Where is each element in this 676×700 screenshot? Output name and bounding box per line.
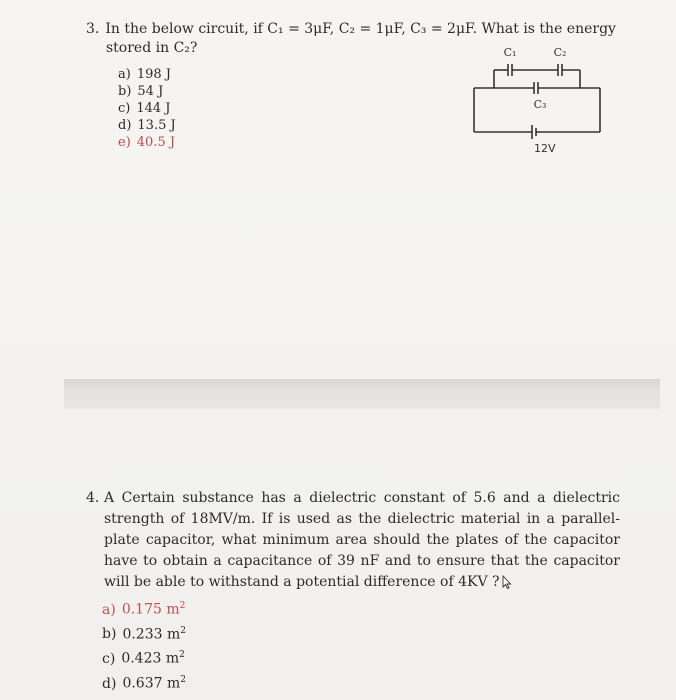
q4-number: 4. [86,490,100,506]
q4-stem: A Certain substance has a dielectric constant of 5.6 and a dielectric strength of 18MV/m. If is used as the dielectric material in a parallel-plate capacitor, what minimum area should the plates of the capacitor have to obtain a capacitance of 39 nF and to ensure that the capacitor will be able to withstand a potential difference of 4KV ? [104,490,620,590]
q3-option-a[interactable] [118,66,176,83]
q3-option-e[interactable] [118,134,176,151]
option-label: d) [102,675,117,692]
option-label: c) [102,650,116,667]
q4-option-d[interactable] [102,670,186,695]
option-label: b) [102,626,117,643]
q3-stem: In the below circuit, if C₁ = 3μF, C₂ = 1μF, C₃ = 2μF. What is the energy [105,21,616,37]
battery-label: 12V [534,142,556,155]
option-label: c) [118,101,131,116]
option-text: 198 J [136,67,171,82]
option-text: 0.423 m [121,650,180,667]
circuit-diagram [460,40,620,155]
q4-option-c[interactable] [102,645,186,670]
q4-options [102,596,186,695]
q3-option-c[interactable] [118,100,176,117]
option-exponent: 2 [179,650,185,661]
option-label: d) [118,118,132,133]
q4-option-b[interactable] [102,621,186,646]
option-text: 40.5 J [136,135,176,150]
option-text: 0.175 m [121,601,180,618]
option-exponent: 2 [180,625,186,636]
mouse-cursor-icon [502,575,512,589]
option-exponent: 2 [180,674,186,685]
option-label: a) [102,601,116,618]
q4-option-a[interactable] [102,596,186,621]
option-text: 13.5 J [137,118,176,133]
option-text: 54 J [137,84,164,99]
option-text: 0.637 m [122,675,181,692]
option-text: 0.233 m [122,626,181,643]
c2-label: C₂ [553,46,567,59]
c3-label: C₃ [533,98,547,111]
c1-label: C₁ [503,46,517,59]
q4-stem-block [86,488,620,593]
q3-number: 3. [86,21,100,37]
option-label: a) [118,67,131,82]
option-text: 144 J [136,101,171,116]
q3-stem-continued: stored in C₂? [106,40,198,56]
q3-stem-line [86,20,616,38]
q3-option-d[interactable] [118,117,176,134]
q3-option-b[interactable] [118,83,176,100]
option-exponent: 2 [179,601,186,611]
option-label: e) [118,135,131,150]
section-divider [64,379,660,409]
q3-options [118,66,176,151]
option-label: b) [118,84,132,99]
